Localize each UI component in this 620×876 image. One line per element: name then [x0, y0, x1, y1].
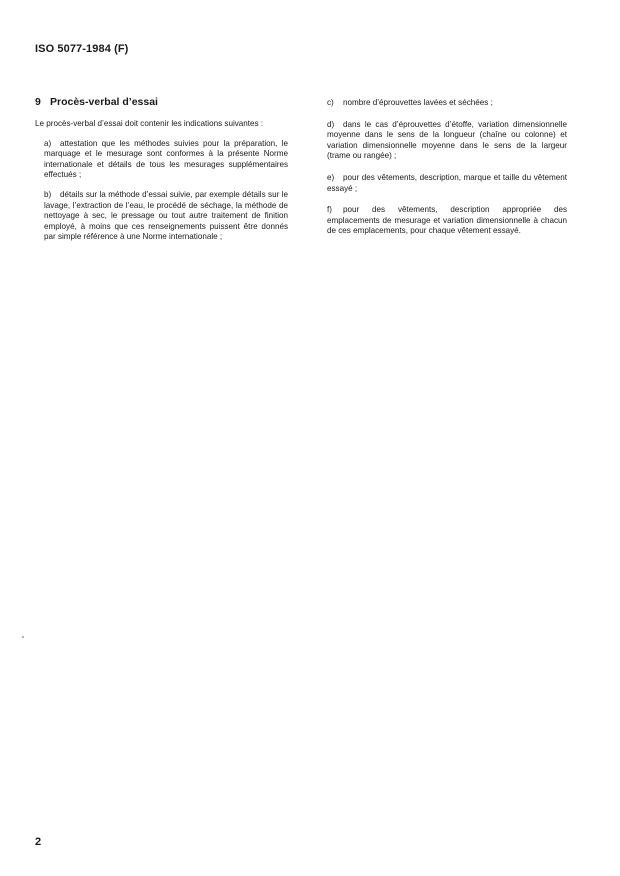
item-text: pour des vêtements, description, marque et taille du vêtement essayé ; [327, 172, 567, 193]
list-item-d [327, 120, 567, 162]
section-title: Procès-verbal d’essai [50, 96, 158, 108]
item-letter: a) [44, 138, 52, 148]
item-text: pour des vêtements, description appropriée des emplacements de mesurage et variation dimensionnelle à chacun de ces emplacements, pour chaque vêtement essayé. [327, 205, 567, 236]
item-text: attestation que les méthodes suivies pour la préparation, le marquage et le mesurage sont conformes à la présente Norme internationale et détails de tous les mesurages supplémentaires effectués ; [44, 138, 288, 180]
section-number: 9 [35, 96, 41, 108]
list-item-c [327, 98, 567, 109]
item-text: détails sur la méthode d’essai suivie, par exemple détails sur le lavage, l’extraction de l’eau, le procédé de séchage, la méthode de nettoyage à sec, le pressage ou tout autre traitement de finition employé, à moins que ces renseignements puissent être donnés par simple référence à une Norme internationale ; [44, 189, 288, 242]
left-column [35, 96, 288, 252]
item-text: dans le cas d’éprouvettes d’étoffe, variation dimensionnelle moyenne dans le sens de la longueur (chaîne ou colonne) et variation dimensionnelle moyenne dans le sens de la largeur (trame ou rangée) ; [327, 119, 567, 161]
item-letter: e) [327, 172, 335, 182]
list-item-f [327, 205, 567, 237]
section-intro: Le procès-verbal d’essai doit contenir les indications suivantes : [35, 119, 264, 128]
item-letter: c) [327, 98, 334, 107]
item-letter: d) [327, 119, 335, 129]
list-item-a [44, 139, 288, 181]
scan-speck [22, 636, 24, 638]
list-item-e [327, 173, 567, 194]
section-heading [35, 96, 288, 108]
page-number: 2 [35, 836, 42, 848]
item-text: nombre d’éprouvettes lavées et séchées ; [343, 98, 493, 107]
standard-reference: ISO 5077-1984 (F) [35, 43, 129, 55]
list-item-b [44, 190, 288, 243]
right-column [327, 98, 567, 248]
item-letter: f) [327, 205, 332, 215]
item-letter: b) [44, 189, 52, 199]
